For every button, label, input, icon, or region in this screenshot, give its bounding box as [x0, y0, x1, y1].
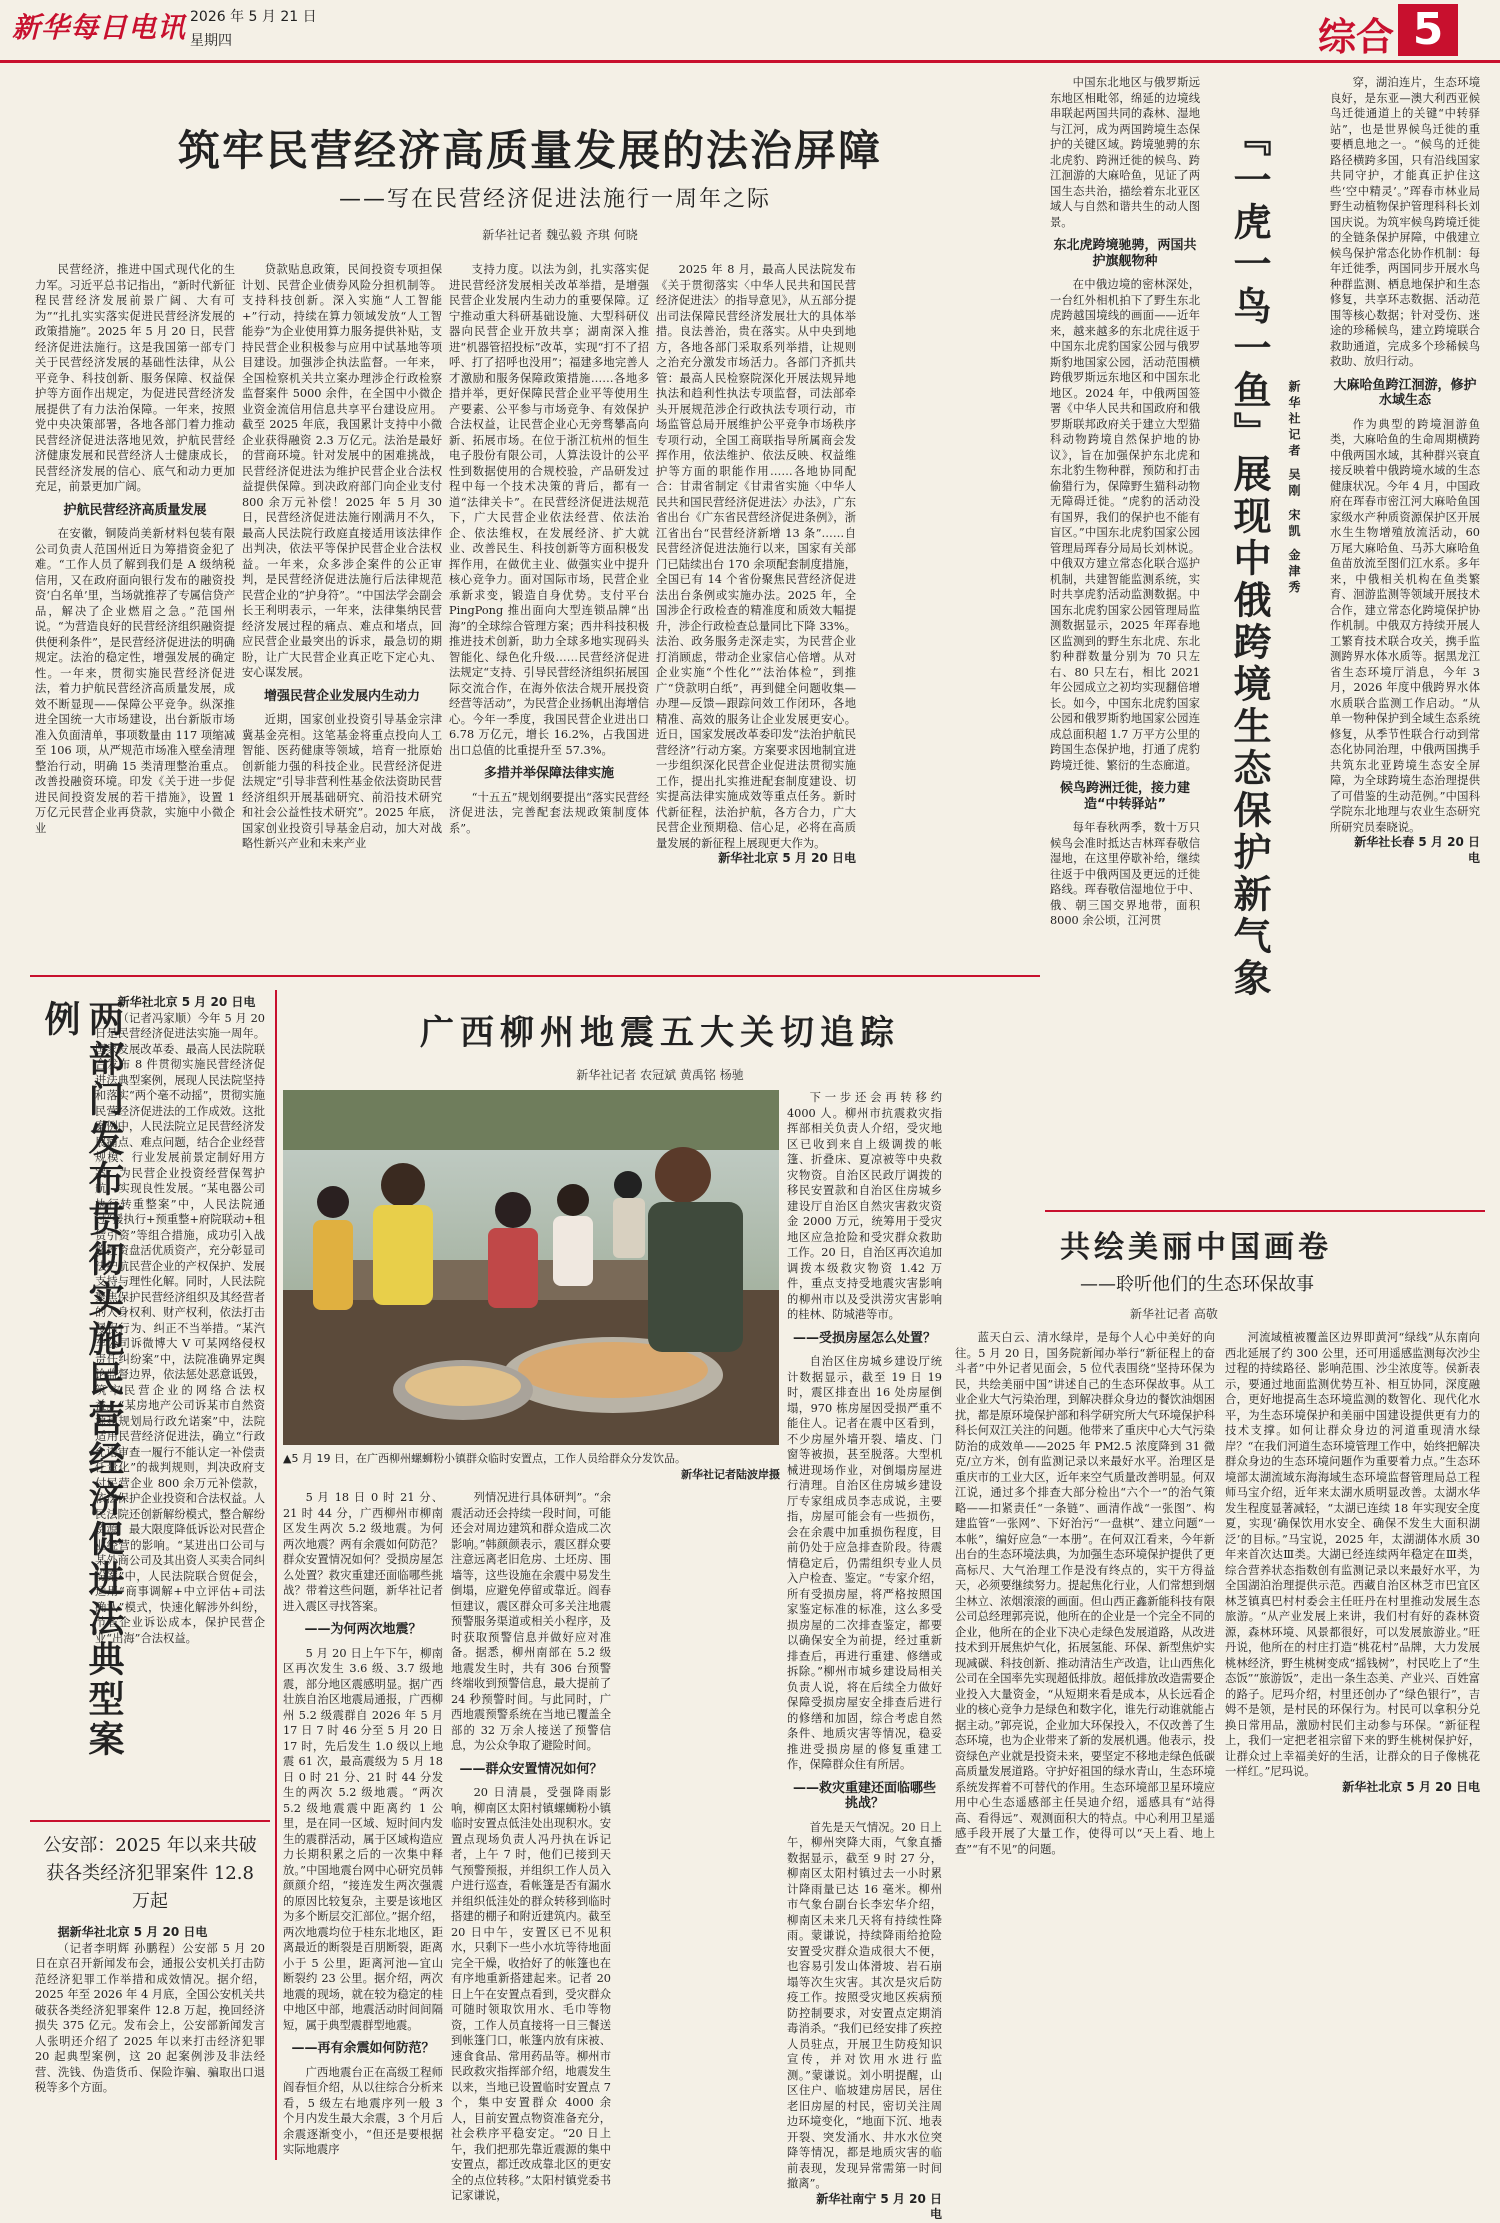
quake-subhead: ——再有余震如何防范？: [291, 2041, 435, 2056]
eco-dateline: 新华社北京 5 月 20 日电: [1342, 1779, 1480, 1794]
article-paragraph: 中国东北地区与俄罗斯远东地区相毗邻，绵延的边境线串联起两国共同的森林、湿地与江河，成为两国跨境生态保护的关键区域。跨境驰骋的东北虎豹、跨洲迁徙的候鸟、跨江洄游的大麻哈鱼，见证了两国生态共治，描绘着东北亚区域人与自然和谐共生的动人图景。: [1050, 76, 1200, 229]
lead-subtitle: ——写在民营经济促进法施行一周年之际: [338, 187, 771, 212]
lead-byline: 新华社记者 魏弘毅 齐琪 何晓: [482, 228, 638, 242]
lead-dateline: 新华社北京 5 月 20 日电: [718, 851, 856, 865]
quake-byline: 新华社记者 农冠斌 黄禹铭 杨驰: [576, 1068, 744, 1082]
divider: [30, 1820, 270, 1822]
quake-paragraph: 自治区住房城乡建设厅统计数据显示，截至 19 日 19 时，震区排查出 16 处房屋倒塌，970 栋房屋因受损严重不能住人。记者在震中区看到，不少房屋外墙开裂、墙皮、门窗等被损，甚至脱落。大型机械进现场作业，对倒塌房屋进行清理。自治区住房城乡建设厅专家组成员李志成说，主要指，房屋可能会有一些损伤，会在余震中加重损伤程度，目前仍处于应急排查阶段。待震情稳定后，仍需组织专业人员入户检查、鉴定。“专家介绍，所有受损房屋，将严格按照国家鉴定标准的标准，这么多受损房屋的二次排查鉴定，都要以确保安全为前提，经过重新排查后，再进行重建、修缮或拆除。”柳州市城乡建设局相关负责人说，将在后续全力做好保障受损房屋安全排查后进行的修缮和加固，综合考虑自然条件、地质灾害等情况，稳妥推进受损房屋的修复重建工作，保障群众住有所居。: [787, 1355, 942, 1771]
quake-paragraph: 5 月 18 日 0 时 21 分、21 时 44 分，广西柳州市柳南区发生两次 5.2 级地震。为何两次地震？两有余震如何防范？群众安置情况如何？受损房屋怎么处置？救灾重建还面临哪些挑战？带着这些问题，新华社记者进入震区寻找答案。: [283, 1491, 443, 1613]
brief-body: [95, 995, 265, 1765]
lead-column-3: [449, 262, 649, 962]
article-paragraph: 作为典型的跨境洄游鱼类，大麻哈鱼的生命周期横跨中俄两国水域，其种群兴衰直接反映着中俄跨境水域的生态健康状况。今年 4 月，中国政府在珲春市密江河大麻哈鱼国家级水产种质资源保护区开展水生生物增殖放流活动，60 万尾大麻哈鱼、马苏大麻哈鱼鱼苗放流至图们江水系。多年来，中俄相关机构在鱼类繁育、洄游监测等领域开展技术合作，建立常态化跨境保护协作机制。中俄双方持续开展人工繁育技术联合攻关，携手监测跨界水体水质等。据黑龙江省生态环境厅消息，今年 3 月，2026 年度中俄跨界水体水质联合监测工作启动。“从单一物种保护到全域生态系统修复，从季节性联合行动到常态化协同治理，中俄两国携手共筑东北亚跨境生态安全屏障，为全球跨境生态治理提供了可借鉴的生动范例。”中国科学院东北地理与农业生态研究所研究员秦晓说。: [1330, 417, 1480, 834]
lead-paragraph: 支持力度。以法为剑，扎实落实促进民营经济发展相关改革举措，是增强民营企业发展内生动力的重要保障。辽宁推动重大科研基础设施、大型科研仪器向民营企业开放共享；湖南深入推进“机器管招投标”改革，实现“打不了招呼、打了招呼也没用”；福建多地完善人才激励和服务保障政策措施……各地多措并举，更好保障民营企业平等使用生产要素、公平参与市场竞争、有效保护合法权益，让民营企业心无旁骛攀高向新、拓展市场。在位于浙江杭州的恒生电子股份有限公司，人算法设计的公平性到数据使用的合规校验，产品研发过程中每一个技术决策的背后，都有一道“法律关卡”。在民营经济促进法规范下，广大民营企业依法经营、依法治企、依法维权，在发展经济、扩大就业、改善民生、科技创新等方面积极发挥作用，在做优主业、做强实业中提升核心竞争力。面对国际市场，民营企业承新求变，锻造自身优势。支付平台 PingPong 推出面向大型连锁品牌“出海”的全球综合管理方案；西井科技积极推进技术创新，助力全球多地实现码头智能化、绿色化升级……民营经济促进法规定“支持、引导民营经济组织拓展国际交流合作，在海外依法合规开展投资经营等活动”，为民营企业扬帆出海增信心。今年一季度，我国民营企业进出口 6.78 万亿元，增长 16.2%，占我国进出口总值的比重提升至 57.3%。: [449, 263, 649, 757]
divider: [275, 990, 277, 2160]
article-paragraph: 在中俄边境的密林深处，一台红外相机拍下了野生东北虎跨越国境线的画面——近年来，越来越多的东北虎往返于中国东北虎豹国家公园与俄罗斯豹地国家公园，活动范围横跨俄罗斯远东地区和中国东北地区。2024 年，中俄两国签署《中华人民共和国政府和俄罗斯联邦政府关于建立大型猫科动物跨境自然保护地的协议》，旨在加强保护东北虎和东北豹生物种群，预防和打击偷猎行为，保障野生猫科动物无障碍迁徙。“虎豹的活动没有国界，我们的保护也不能有盲区。”中国东北虎豹国家公园管理局珲春分局局长刘林说。中俄双方建立常态化联合巡护机制，共建智能监测系统，实时共享虎豹活动监测数据。中国东北虎豹国家公园管理局监测数据显示，2025 年珲春地区监测到的野生东北虎、东北豹种群数量分别为 70 只左右、80 只左右，相比 2021 年公园成立之初均实现翻倍增长。如今，中国东北虎豹国家公园和俄罗斯豹地国家公园连成总面积超 1.7 万平方公里的跨国生态保护地，打通了虎豹跨境迁徙、繁衍的生态廊道。: [1050, 278, 1200, 772]
eco-column-2: [1225, 1330, 1480, 2165]
cross-border-headline: 『一虎一鸟一鱼』展现中俄跨境生态保护新气象: [1227, 118, 1272, 1000]
brief2-paragraph: （记者李明辉 孙鹏程）公安部 5 月 20 日在京召开新闻发布会，通报公安机关打击防范经济犯罪工作举措和成效情况。据介绍，2025 年至 2026 年 4 月底，全国公安机关共破获各类经济犯罪案件 12.8 万起，挽回经济损失 375 亿元。发布会上，公安部新闻发言人张明还介绍了 2025 年以来打击经济犯罪 20 起典型案例，这 20 起案例涉及非法经营、洗钱、伪造货币、保险诈骗、骗取出口退税等多个方面。: [35, 1941, 265, 2094]
eco-cross-border-column-2: [1330, 75, 1480, 1205]
lead-column-1: [35, 262, 235, 962]
quake-subhead: ——群众安置情况如何？: [459, 1761, 603, 1777]
eco-paragraph: 蓝天白云、清水绿岸，是每个人心中美好的向往。5 月 20 日，国务院新闻办举行“新征程上的奋斗者”中外记者见面会，5 位代表围绕“坚持环保为民，共绘美丽中国”讲述自己的生态环保故事。从工业企业大气污染治理，到解决群众身边的餐饮油烟困扰，都是原环境保护部和科学研究所大气环境保护科科长何双江关注的问题。他带来了重庆中心大气污染防治的成效单——2025 年 PM2.5 浓度降到 31 微克/立方米，创有监测记录以来最好水平。治理区是重庆市的工业大区，近年来空气质量改善明显。何双江说，通过多个排查大部分检出“六个一”的治气策略——扣紧责任“一条链”、画清作战“一张图”、构建监管“一张网”、下好治污“一盘棋”、建立问题“一本帐”，编好应急“一本册”。在何双江看来，今年新出台的生态环境法典，为加强生态环境保护提供了更高标尺、大气治理工作是没有终点的，实干方得益天，必须要继续努力。提起焦化行业，人们常想到烟尘林立、浓烟滚滚的画面。但山西正鑫新能科技有限公司总经理郭亮说，他所在的企业是一个完全不同的企业，他所在的企业下决心走绿色发展道路，从改进技术到开展焦炉气化，拓展氢能、环保、新型焦炉实现减碳、科技创新、推动清洁生产改造，让山西焦化公司在全国率先实现超低排放。超低排放改造需要企业投入大量资金，“从短期来看是成本，从长远看企业的核心竞争力是绿色和数字化，谁先行动谁就能占据主动。”郭亮说，企业加大环保投入，不仅改善了生态环境，也为企业带来了新的发展机遇。他表示，投资绿色产业就是投资未来，要坚定不移地走绿色低碳高质量发展道路。守护好祖国的绿水青山，生态环境系统发挥着不可替代的作用。生态环境部卫星环境应用中心生态遥感部主任吴迪介绍，遥感具有“站得高、看得远”、观测面积大的特点。中心利用卫星遥感手段开展了大量工作，使得可以“天上看、地上查”“有不见”的问题。: [955, 1331, 1215, 1856]
lead-paragraph: 贷款贴息政策，民间投资专项担保计划、民营企业债券风险分担机制等。支持科技创新。深入实施“人工智能+”行动，持续在算力领域发放“人工智能券”为企业使用算力服务提供补贴，支持民营企业积极参与应用中试基地等项目建设。加强涉企执法监督。一年来，全国检察机关共立案办理涉企行政检察监督案件 5000 余件，在全国中小微企业资金流信用信息共享平台建设应用。截至 2025 年底，我国累计支持中小微企业获得融资 2.3 万亿元。法治是最好的营商环境。针对发展中的困难挑战，民营经济促进法为维护民营企业合法权益提供保障。到决政府部门向企业支付 800 余万元补偿！2025 年 5 月 30 日，民营经济促进法施行刚满月不久，最高人民法院行政庭直接适用该法律作出判决，依法平等保护民营企业合法权益。一年来，众多涉企案件的公正审判，是民营经济促进法施行后法律规范民营企业的“护身符”。“中国法学会副会长王利明表示，一年来，法律集纳民营经济发展过程的痛点、难点和堵点，回应民营企业最突出的诉求，最急切的期盼，让广大民营企业真正吃下定心丸、安心谋发展。: [242, 263, 442, 679]
eco-subtitle: ——聆听他们的生态环保故事: [1080, 1274, 1314, 1295]
brief-dateline: 新华社北京 5 月 20 日电: [117, 995, 256, 1009]
brief-paragraph: （记者冯家顺）今年 5 月 20 日是民营经济促进法实施一周年。国家发展改革委、最高人民法院联合发布 8 件贯彻实施民营经济促进法典型案例，展现人民法院坚持和落实“两个毫不动摇”，贯彻实施民营经济促进法的工作成效。这批案例中，人民法院立足民营经济发展痛点、难点问题，结合企业经营规模、行业发展前景定制好用方案，为民营企业投资经营保驾护航，实现良性发展。“某电器公司执行转重整案”中，人民法院通过“援执行+预重整+府院联动+租赁引资”等组合措施，成功引入战略投资盘活优质资产，充分彰显司法护航民营企业的产权保护、发展支持与理性化解。同时，人民法院聚焦保护民营经济组织及其经营者的人身权利、财产权利，依法打击侵权行为、纠正不当举措。“某汽车公司诉微博大 V 可某网络侵权责任纠纷案”中，法院准确界定舆论监督边界，依法惩处恶意诋毁，筑牢民营企业的网络合法权益。“某房地产公司诉某市自然资源和规划局行政允诺案”中，法院适用民营经济促进法，确立“行政允诺审查一履行不能认定一补偿责任量化”的裁判规则，判决政府支付民营企业 800 余万元补偿款，依法保护企业投资和合法权益。人民法院还创新解纷模式，整合解纷资源，最大限度降低诉讼对民营企业经营的影响。“某进出口公司与某外商公司及其出资人买卖合同纠纷案”中，人民法院联合贸促会，运用“商事调解+中立评估+司法确认”模式，快速化解涉外纠纷，节省企业诉讼成本，保护民营企业“出海”合法权益。: [95, 1011, 265, 1645]
lead-subhead: 增强民营企业发展内生动力: [263, 688, 420, 704]
quake-photo: [283, 1090, 779, 1445]
quake-column-3: [787, 1090, 942, 2221]
article-subhead: 候鸟跨洲迁徙，接力建造“中转驿站”: [1059, 781, 1190, 812]
quake-subhead: ——救灾重建还面临哪些挑战？: [792, 1780, 936, 1811]
quake-subhead: ——受损房屋怎么处置？: [792, 1330, 936, 1346]
issue-date: 2026 年 5 月 21 日: [190, 9, 317, 25]
relief-distribution-photo: [283, 1090, 779, 1445]
article-paragraph: 每年春秋两季，数十万只候鸟会准时抵达吉林珲春敬信湿地，在这里停歇补给，继续往返于中俄两国及更远的迁徙路线。珲春敬信湿地位于中、俄、朝三国交界地带，面积 8000 余公顷，江河贯: [1050, 821, 1200, 927]
eco-cross-border-column-1: [1050, 75, 1200, 975]
lead-headline: 筑牢民营经济高质量发展的法治屏障: [177, 126, 882, 175]
quake-paragraph: 下一步还会再转移约 4000 人。柳州市抗震救灾指挥部相关负责人介绍，受灾地区已收到来自上级调拨的帐篷、折叠床、夏凉被等中央救灾物资。自治区民政厅调拨的移民安置款和自治区住房城乡建设厅自治区自然灾害救灾资金 2000 万元，统筹用于受灾地区应急抢险和受灾群众救助工作。20 日，自治区再次追加调拨本级救灾物资 1.42 万件，重点支持受地震灾害影响的柳州市以及受洪涝灾害影响的桂林、防城港等市。: [787, 1091, 942, 1321]
issue-weekday: 星期四: [190, 33, 232, 49]
brief2-dateline: 据新华社北京 5 月 20 日电: [57, 1925, 208, 1939]
cross-border-byline: 新华社记者 吴刚 宋凯 金津秀: [1287, 380, 1301, 597]
quake-column-1: [283, 1490, 443, 2165]
photo-caption: ▲5 月 19 日，在广西柳州螺蛳粉小镇群众临时安置点，工作人员给群众分发饮品。: [283, 1452, 686, 1465]
quake-subhead: ——为何两次地震？: [304, 1622, 422, 1637]
newspaper-logo: 新华每日电讯: [12, 11, 187, 44]
quake-paragraph: 广西地震台正在高级工程师阎春恒介绍，从以往综合分析来看，5 级左右地震序列一般 3 个月内发生最大余震，3 个月后余震逐渐变小，“但还是要根据实际地震序: [283, 2065, 443, 2156]
article-subhead: 大麻哈鱼跨江洄游，修护水域生态: [1333, 377, 1477, 408]
page-number: 5: [1398, 4, 1458, 56]
photo-credit: 新华社记者陆波岸摄: [681, 1468, 780, 1481]
lead-paragraph: 2025 年 8 月，最高人民法院发布《关于贯彻落实〈中华人民共和国民营经济促进法〉的指导意见》，从五部分提出司法保障民营经济发展壮大的具体举措。良法善治，贵在落实。从中央到地方，各地各部门采取系列举措，让规则之治充分激发市场活力。各部门齐抓共管：最高人民检察院深化开展法规异地执法和趋利性执法专项监督，司法部牵头开展规范涉企行政执法专项行动，市场监管总局开展维护公平竞争市场秩序专项行动，全国工商联指导所属商会发挥作用，依法维护、依法反映、权益维护等方面的职能作用……各地协同配合：甘肃省制定《甘肃省实施〈中华人民共和国民营经济促进法〉办法》，广东省出台《广东省民营经济促进条例》，浙江省出台“民营经济新增 13 条”……自民营经济促进法施行以来，国家有关部门已陆续出台 170 余项配套制度措施，全国已有 14 个省份聚焦民营经济促进法出台条例或实施办法。2025 年，全国涉企行政检查的精准度和质效大幅提升，涉企行政检查总量同比下降 33%。法治、政务服务走深走实，为民营企业打消顾虑，带动企业家信心倍增。从对企业实施“个性化”“法治体检”，到推广“贷款明白纸”，再到健全问题收集—办理—反馈—跟踪问效工作闭环，各地精准、高效的服务让企业发展更安心。近日，国家发展改革委印发“法治护航民营经济”行动方案。方案要求因地制宜进一步组织深化民营企业促进法贯彻实施工作，提出扎实推进配套制度建设、切实提高法律实施成效等重点任务。新时代新征程，法治护航，各方合力，广大民营企业预期稳、信心足，必将在高质量发展的新征程上展现更大作为。: [656, 263, 856, 850]
article-subhead: 东北虎跨境驰骋，两国共护旗舰物种: [1053, 238, 1197, 269]
divider: [30, 975, 1040, 977]
quake-dateline: 新华社南宁 5 月 20 日电: [816, 2191, 942, 2221]
quake-paragraph: 列情况进行具体研判”。“余震活动还会持续一段时间，可能还会对周边建筑和群众造成二次影响。”韩颜颜表示，震区群众要注意远离老旧危房、土坯房、围墙等，这些设施在余震中易发生倒塌，应避免停留或靠近。阎春恒建议，震区群众可多关注地震预警服务渠道或相关小程序，及时获取预警信息并做好应对准备。据悉，柳州南部在 5.2 级地震发生时，共有 306 台预警终端收到预警信息，最大提前了 24 秒预警时间。与此同时，广西地震预警系统在当地已覆盖全部的 32 万余人接送了预警信息，为公众争取了避险时间。: [451, 1491, 611, 1752]
eco-paragraph: 河流域植被覆盖区边界即黄河“绿线”从东南向西北延展了约 300 公里，还可用遥感监测每次沙尘过程的持续路径、影响范围、沙尘浓度等。侯新表示，要通过地面监测优势互补、相互协同，深度融合，更好地提高生态环境监测的数智化、现代化水平，为生态环境保护和美丽中国建设提供更有力的技术支撑。如何让群众身边的河道重现清水绿岸？“在我们河道生态环境管理工作中，始终把解决群众身边的生态环境问题作为重要着力点。”生态环境部太湖流域东海海域生态环境监督管理局总工程师马宝介绍，近年来太湖水质明显改善。太湖水华发生程度显著减轻，“太湖已连续 18 年实现安全度夏，实现‘确保饮用水安全、确保不发生大面积湖泛’的目标。”马宝说，2025 年，太湖湖体水质 30 年来首次达Ⅲ类。大湖已经连续两年稳定在Ⅲ类，综合营养状态指数创有监测记录以来最好水平，为全国湖泊治理提供示范。西藏自治区林芝市巴宜区林芝镇真巴村村委会主任旺丹在村里推动发展生态旅游。“从产业发展上来讲，我们村有好的森林资源，森林环境、风景都很好，可以发展旅游业。”旺丹说，他所在的村庄打造“桃花村”品牌，大力发展桃林经济，野生桃树变成“摇钱树”，村民吃上了“生态饭”“旅游饭”，走出一条生态美、产业兴、百姓富的路子。尼玛介绍，村里还创办了“绿色银行”，吉姆不是领，是村民的环保行为。村民可以拿积分兑换日常用品，激励村民们主动参与环保。“新征程上，我们一定把老祖宗留下来的野生桃树保护好，让群众过上幸福美好的生活，让群众的日子像桃花一样红。”尼玛说。: [1225, 1331, 1480, 1778]
quake-column-2: [451, 1490, 611, 2202]
divider: [1045, 1210, 1485, 1212]
article-dateline: 新华社长春 5 月 20 日电: [1354, 835, 1480, 865]
lead-paragraph: 民营经济，推进中国式现代化的生力军。习近平总书记指出，“新时代新征程民营经济发展前景广阔、大有可为”“扎扎实实落实促进民营经济发展的政策措施”。2025 年 5 月 20 日，民营经济促进法施行。这是我国第一部专门关于民营经济发展的基础性法律，从公平竞争、科技创新、服务保障、权益保护等方面作出规定，为促进民营经济发展提供了有力法治保障。一年来，按照党中央决策部署，各地各部门着力推动民营经济促进法落地见效，护航民营经济健康发展和民营经济人士健康成长，民营经济发展的信心、底气和动力更加充足，前景更加广阔。: [35, 263, 235, 493]
quake-headline: 广西柳州地震五大关切追踪: [420, 1013, 900, 1053]
lead-column-2: [242, 262, 442, 962]
brief2-headline: 公安部：2025 年以来共破获各类经济犯罪案件 12.8 万起: [43, 1835, 257, 1912]
lead-paragraph: “十五五”规划纲要提出“落实民营经济促进法，完善配套法规政策制度体系”。: [449, 790, 649, 835]
eco-byline: 新华社记者 高敬: [1130, 1307, 1218, 1321]
eco-headline: 共绘美丽中国画卷: [1060, 1230, 1332, 1265]
quake-paragraph: 首先是天气情况。20 日上午，柳州突降大雨，气象直播数据显示，截至 9 时 27 分，柳南区太阳村镇过去一小时累计降雨量已达 16 毫米。柳州市气象台副台长李宏华介绍，柳南区未来几天将有持续性降雨。蒙谦说，持续降雨给抢险安置受灾群众造成很大不便，也容易引发山体滑坡、岩石崩塌等次生灾害。其次是灾后防疫工作。按照受灾地区疾病预防控制要求，对安置点定期消毒消杀。“我们已经安排了疾控人员驻点，开展卫生防疫知识宣传，并对饮用水进行监测。”蒙谦说。刘小明提醒，山区住户、临坡建房居民，居住老旧房屋的村民，密切关注周边环境变化，“地面下沉、地表开裂、突发涌水、井水水位突降等情况，都是地质灾害的临前表现，发现异常需第一时间撤离”。: [787, 1820, 942, 2190]
quake-paragraph: 20 日清晨，受强降雨影响，柳南区太阳村镇螺蛳粉小镇临时安置点低洼处出现积水。安置点现场负责人冯丹执在诉记者，上午 7 时，他们已接到天气预警预报，并组织工作人员入户进行巡查，看帐篷是否有漏水并组织低洼处的群众转移到临时搭建的棚子和附近建筑内。截至 20 日中午，安置区已不见积水，只剩下一些小水坑等待地面完全干燥，收拾好了的帐篷也在有序地重新搭建起来。记者 20 日上午在安置点看到，受灾群众可随时领取饮用水、毛巾等物资，工作人员直接将一日三餐送到帐篷门口，帐篷内放有床被、速食食品、常用药品等。柳州市民政救灾指挥部介绍，地震发生以来，当地已设置临时安置点 7 个，集中安置群众 4000 余人，目前安置点物资准备充分，社会秩序平稳安定。“20 日上午，我们把那先靠近震源的集中安置点，都迁改成靠北区的更安全的点位转移。”太阳村镇党委书记家谦说，: [451, 1786, 611, 2202]
lead-paragraph: 在安徽，铜陵尚美新材料包装有限公司负责人范国州近日为筹措资金犯了难。“工作人员了解到我们是 A 级纳税信用，又在政府面向银行发布的融资投资‘白名单’里，当场就推荐了专属信贷产品，解决了企业燃眉之急。”范国州说。“为营造良好的民营经济组织融资提供便利条件”，是民营经济促进法的明确规定。法治的稳定性，增强发展的确定性。一年来，贯彻实施民营经济促进法，着力护航民营经济高质量发展，成效不断显现——保障公平竞争。纵深推进全国统一大市场建设，出台新版市场准入负面清单，事项数量由 117 项缩减至 106 项，从严规范市场准入壁垒清理整治行动，明确 15 类清理整治重点。改善投融资环境。印发《关于进一步促进民间投资发展的若干措施》，设置 1 万亿元民营企业再贷款，实施中小微企业: [35, 527, 235, 835]
lead-paragraph: 近期，国家创业投资引导基金宗津冀基金亮相。这笔基金将重点投向人工智能、医药健康等领域，培育一批原始创新能力强的科技企业。民营经济促进法规定“引导非营利性基金依法资助民营经济组织开展基础研究、前沿技术研究和社会公益性技术研究”。2025 年底，国家创业投资引导基金启动，加大对战略性新兴产业和未来产业: [242, 713, 442, 850]
lead-subhead: 护航民营经济高质量发展: [63, 502, 207, 518]
article-paragraph: 穿，湖泊连片，生态环境良好，是东亚—澳大利西亚候鸟迁徙通道上的关键“中转驿站”，也是世界候鸟迁徙的重要栖息地之一。“候鸟的迁徙路径横跨多国，只有沿线国家共同守护，才能真正护住这些‘空中精灵’。”珲春市林业局野生动植物保护管理科科长刘国庆说。为筑牢候鸟跨境迁徙的全链条保护屏障，中俄建立候鸟保护常态化协作机制：每年迁徙季，两国同步开展水鸟种群监测、栖息地保护和生态修复，共享环志数据、活动范围等核心数据；针对受伤、迷途的珍稀候鸟，建立跨境联合救助通道，完成多个珍稀候鸟救助、放归行动。: [1330, 76, 1480, 368]
quake-paragraph: 5 月 20 日上午下午，柳南区再次发生 3.6 级、3.7 级地震，部分地区震感明显。据广西壮族自治区地震局通报，广西柳州 5.2 级震群自 2026 年 5 月 17 日 7 时 46 分至 5 月 20 日 17 时，先后发生 1.0 级以上地震 61 次，最高震级为 5 月 18 日 0 时 21 分、21 时 44 分发生的两次 5.2 级地震。“两次 5.2 级地震震中距离约 1 公里，是在同一区域、短时间内发生的震群活动，属于区域构造应力长期积累之后的一次集中释放。”中国地震台网中心研究员韩颜颜介绍，“接连发生两次强震的原因比较复杂，主要是该地区为多个断层交汇部位。”据介绍，两次地震均位于桂东北地区，距离最近的断裂是百朋断裂，距离小于 5 公里，距离河池—宜山断裂约 23 公里。据介绍，两次地震的现场，就在较为稳定的桂中地区中部，地震活动时间间隔短，属于典型震群型地震。: [283, 1646, 443, 2032]
brief2-body: [35, 1925, 265, 2165]
brief-headline: 两部门发布贯彻实施民营经济促进法典型案例: [39, 1000, 125, 1760]
lead-subhead: 多措并举保障法律实施: [483, 766, 614, 781]
masthead: [0, 0, 1500, 63]
section-name: 综合: [1318, 15, 1395, 59]
lead-column-4: [656, 262, 856, 962]
eco-column-1: [955, 1330, 1215, 2165]
